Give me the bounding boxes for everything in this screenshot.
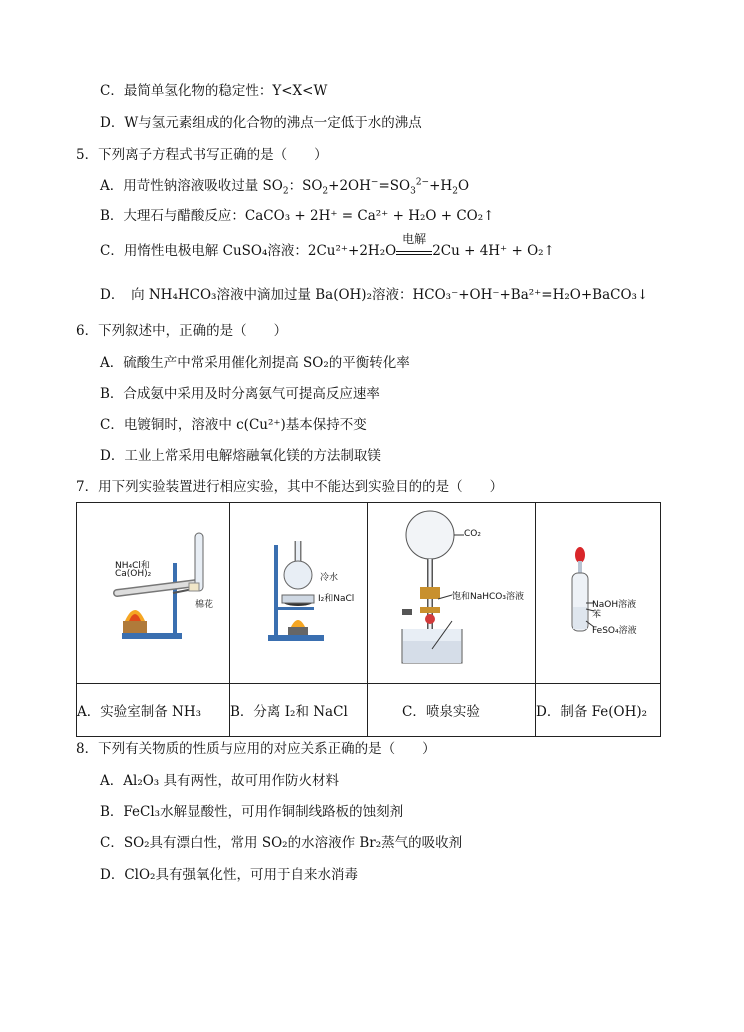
q8-option-d: D．ClO₂具有强氧化性，可用于自来水消毒: [100, 867, 358, 883]
q5-stem: 5．下列离子方程式书写正确的是（ ）: [76, 147, 328, 163]
q6-stem: 6．下列叙述中，正确的是（ ）: [76, 323, 288, 339]
caption-a: A．实验室制备 NH₃: [77, 684, 230, 737]
label-nahco3: 饱和NaHCO₃溶液: [452, 592, 524, 602]
q8-option-b: B．FeCl₃水解显酸性，可用作铜制线路板的蚀刻剂: [100, 804, 404, 820]
apparatus-c-cell: [368, 503, 536, 684]
label-i2-nacl: I₂和NaCl: [318, 594, 355, 604]
label-cold-water: 冷水: [320, 573, 339, 583]
q6-option-c: C．电镀铜时，溶液中 c(Cu²⁺)基本保持不变: [100, 417, 367, 433]
label-feso4: FeSO₄溶液: [592, 626, 637, 636]
label-cotton: 棉花: [195, 600, 214, 610]
label-naoh: NaOH溶液: [592, 600, 637, 610]
label-nh4cl: NH₄Cl和: [115, 561, 150, 571]
q4-option-d: D．W与氢元素组成的化合物的沸点一定低于水的沸点: [100, 115, 422, 131]
q7-stem: 7．用下列实验装置进行相应实验，其中不能达到实验目的的是（ ）: [76, 479, 504, 495]
q5-option-c: C．用惰性电极电解 CuSO₄溶液：2Cu²⁺+2H₂O 电解 2Cu + 4H⁺ + O₂↑: [100, 232, 555, 259]
apparatus-a-drawing: [77, 503, 230, 679]
caption-c: C．喷泉实验: [368, 684, 536, 737]
label-caoh2: Ca(OH)₂: [115, 569, 152, 579]
q8-stem: 8．下列有关物质的性质与应用的对应关系正确的是（ ）: [76, 741, 436, 757]
q4-option-c: C．最简单氢化物的稳定性：Y<X<W: [100, 83, 328, 99]
q6-option-b: B．合成氨中采用及时分离氨气可提高反应速率: [100, 386, 380, 402]
equals-sign: [396, 251, 432, 255]
caption-b: B．分离 I₂和 NaCl: [230, 684, 368, 737]
q5-option-d: D． 向 NH₄HCO₃溶液中滴加过量 Ba(OH)₂溶液：HCO₃⁻+OH⁻+Ba²⁺=H₂O+BaCO₃↓: [100, 287, 649, 303]
apparatus-d-cell: [536, 503, 661, 684]
electrolysis-condition: 电解: [402, 232, 427, 246]
apparatus-b-cell: [230, 503, 368, 684]
apparatus-a-cell: [77, 503, 230, 684]
caption-d: D．制备 Fe(OH)₂: [536, 684, 661, 737]
q6-option-d: D．工业上常采用电解熔融氧化镁的方法制取镁: [100, 448, 381, 464]
q8-option-a: A．Al₂O₃ 具有两性，故可用作防火材料: [100, 773, 339, 789]
q7-apparatus-table: [76, 502, 661, 737]
q6-option-a: A．硫酸生产中常采用催化剂提高 SO₂的平衡转化率: [100, 355, 410, 371]
q8-option-c: C．SO₂具有漂白性，常用 SO₂的水溶液作 Br₂蒸气的吸收剂: [100, 835, 463, 851]
apparatus-d-drawing: [536, 503, 661, 679]
label-co2: CO₂: [464, 529, 481, 539]
q5-option-a: A．用苛性钠溶液吸收过量 $SO_2$：$SO_2+2OH^-=SO_3^{2-}+H_2O$: [100, 177, 470, 197]
q5-option-b: B．大理石与醋酸反应：CaCO₃ + 2H⁺ = Ca²⁺ + H₂O + CO₂↑: [100, 208, 495, 224]
label-benzene: 苯: [592, 610, 602, 620]
